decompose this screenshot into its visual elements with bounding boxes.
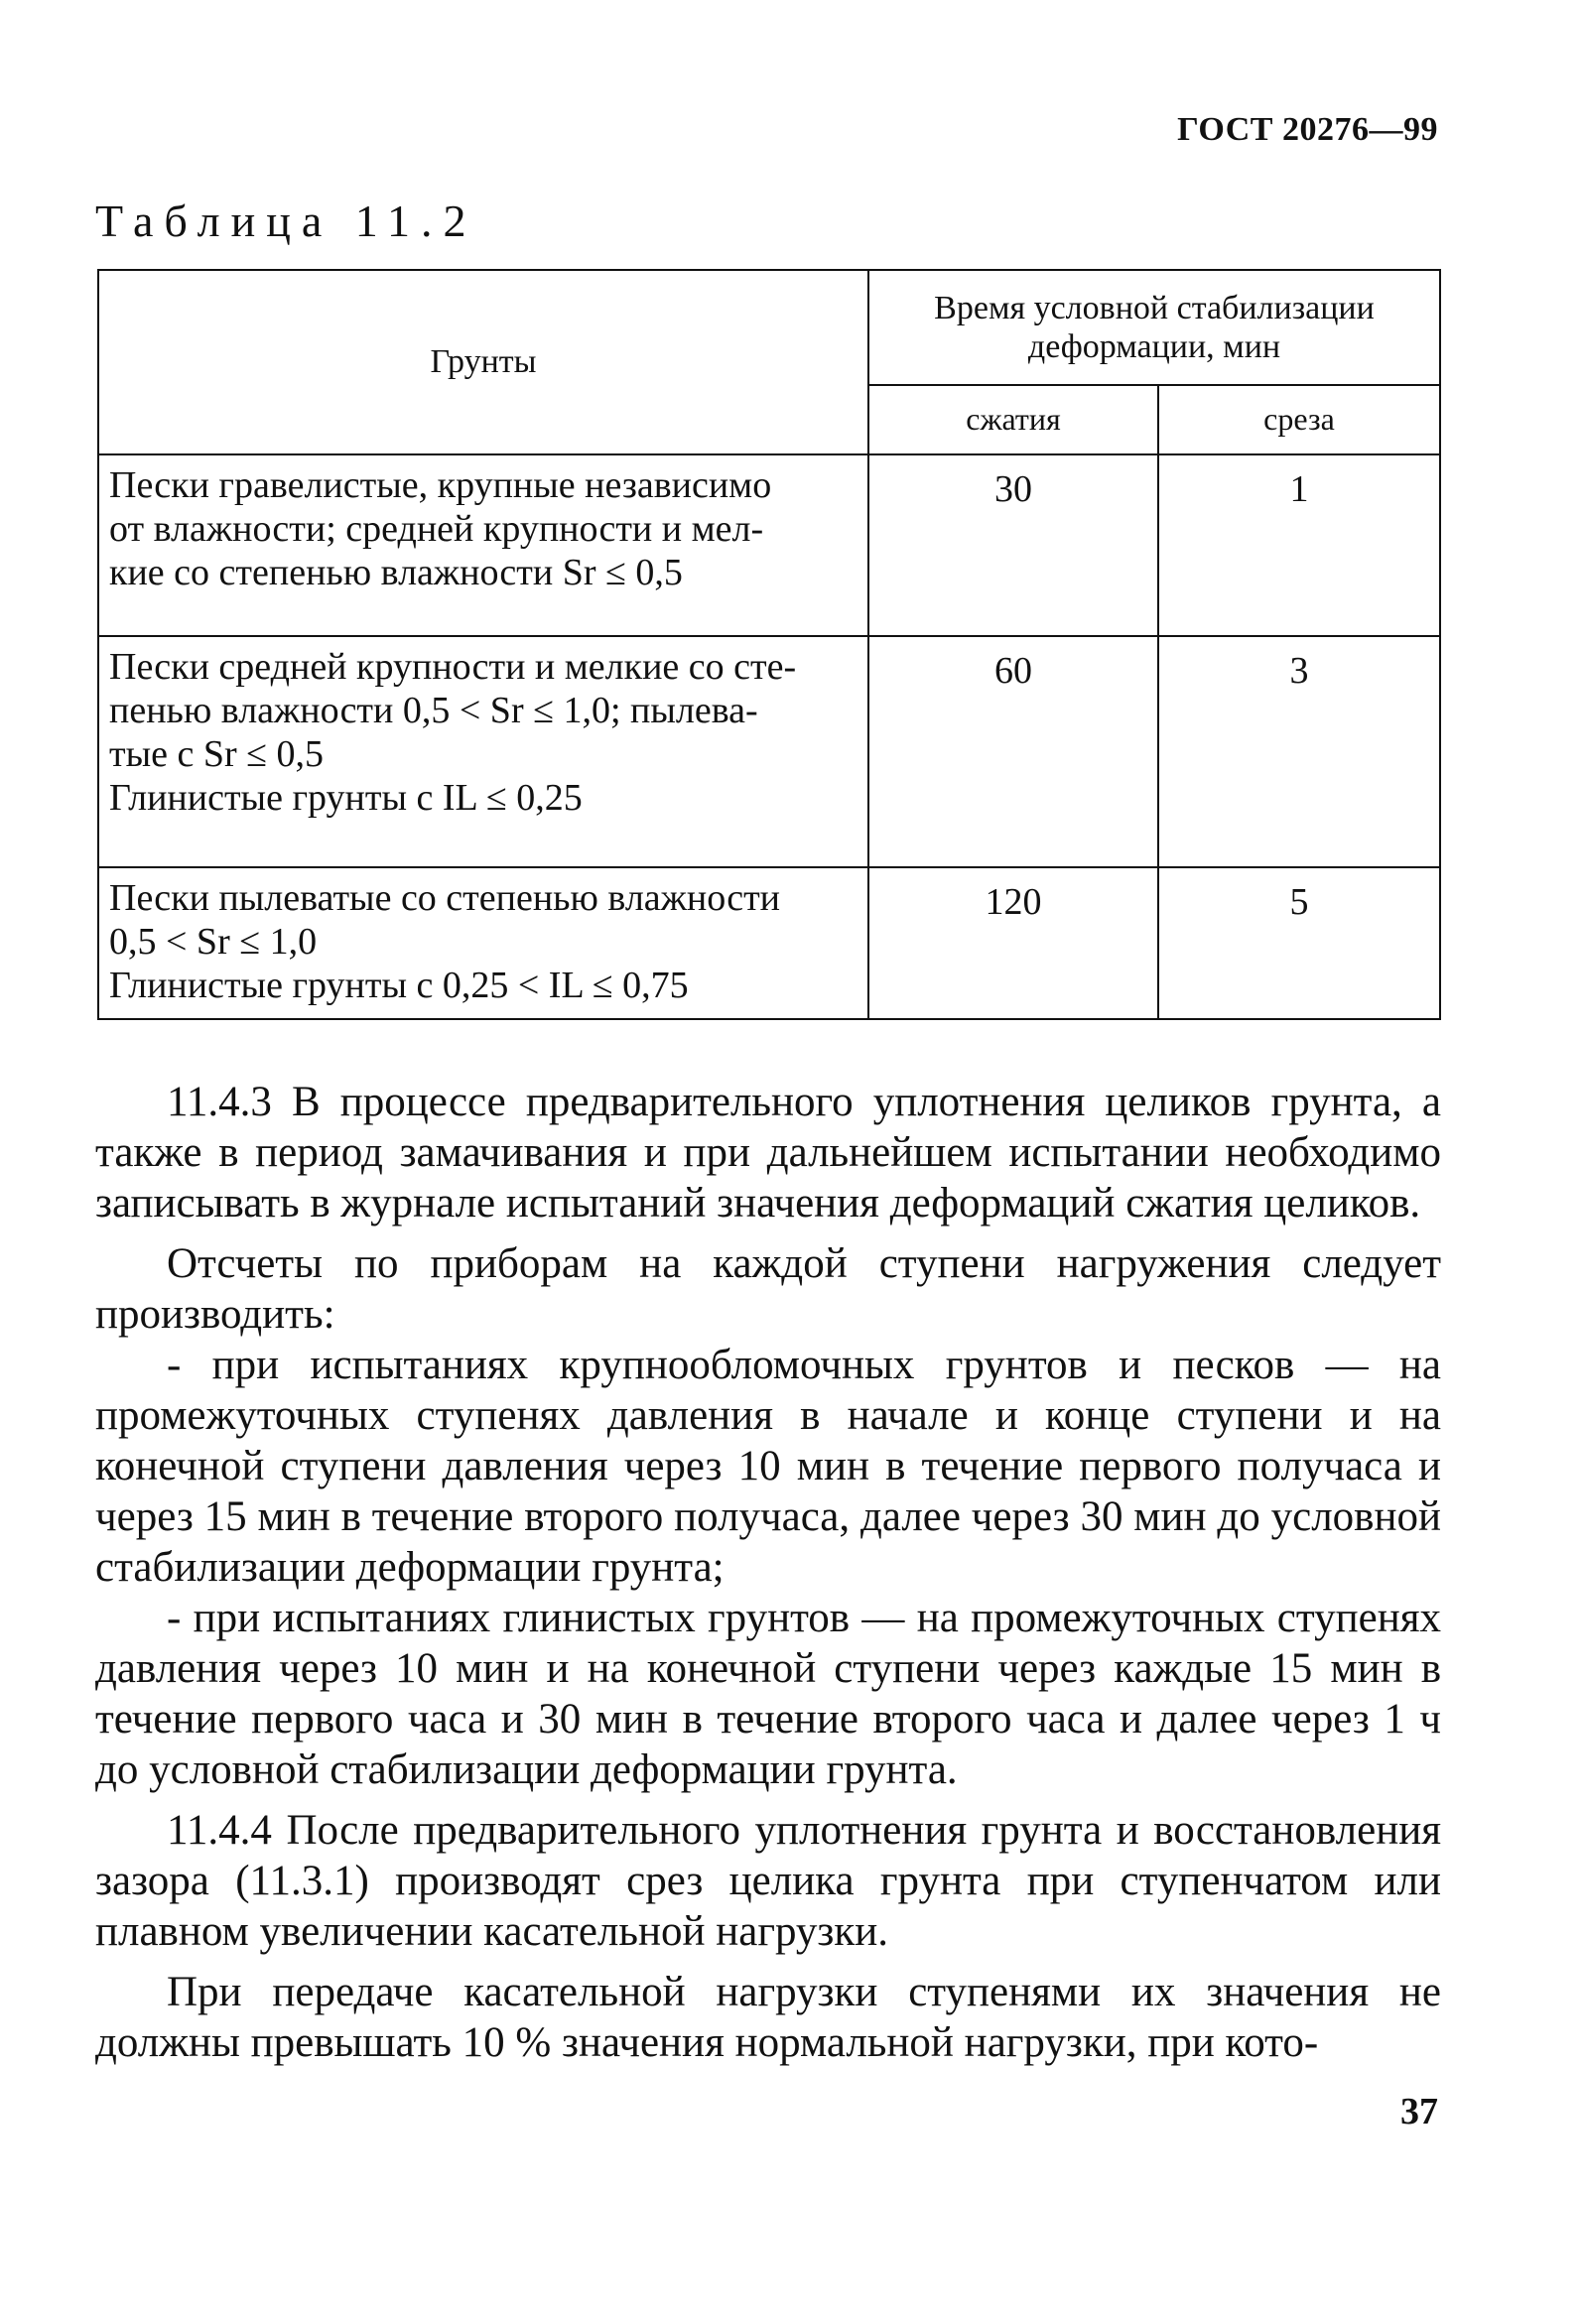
soil-description-line: Глинистые грунты с 0,25 < IL ≤ 0,75 bbox=[109, 965, 689, 1007]
soil-description-line: пенью влажности 0,5 < Sr ≤ 1,0; пылева- bbox=[109, 690, 758, 732]
soil-description-line: Пески гравелистые, крупные независимо bbox=[109, 464, 772, 506]
paragraph-11-4-4: 11.4.4 После предварительного уплотнения грунта и восстановления зазора (11.3.1) производят срез целика грунта при ступенчатом или плавном увеличении касательной нагрузки. bbox=[95, 1807, 1441, 1955]
paragraph-load-steps: При передаче касательной нагрузки ступенями их значения не должны превышать 10 % значения нормальной нагрузки, при кото- bbox=[95, 1969, 1441, 2066]
page-number: 37 bbox=[1400, 2091, 1438, 2132]
soil-description-line: тые с Sr ≤ 0,5 bbox=[109, 733, 325, 776]
table-header-row bbox=[98, 270, 1440, 385]
table-row bbox=[98, 636, 1440, 867]
soil-description-cell bbox=[98, 454, 868, 636]
soil-description-line: Пески пылеватые со степенью влажности bbox=[109, 877, 781, 919]
compression-time-cell: 60 bbox=[868, 636, 1158, 867]
soil-description-line: Пески средней крупности и мелкие со сте- bbox=[109, 646, 797, 688]
header-compression: сжатия bbox=[868, 385, 1158, 454]
soil-description-cell bbox=[98, 636, 868, 867]
shear-time-cell: 5 bbox=[1158, 867, 1440, 1019]
body-text bbox=[95, 1077, 1441, 2068]
paragraph-11-4-3: 11.4.3 В процессе предварительного уплотнения целиков грунта, а также в период замачивания и при дальнейшем испытании необходимо записывать в журнале испытаний значения деформаций сжатия целиков. bbox=[95, 1079, 1441, 1227]
header-shear: среза bbox=[1158, 385, 1440, 454]
soil-description-line: Глинистые грунты с IL ≤ 0,25 bbox=[109, 777, 583, 820]
table-row bbox=[98, 454, 1440, 636]
compression-time-cell: 120 bbox=[868, 867, 1158, 1019]
compression-time-cell: 30 bbox=[868, 454, 1158, 636]
shear-time-cell: 3 bbox=[1158, 636, 1440, 867]
header-soils: Грунты bbox=[98, 270, 868, 454]
shear-time-cell: 1 bbox=[1158, 454, 1440, 636]
paragraph-readings: Отсчеты по приборам на каждой ступени нагружения следует производить: bbox=[95, 1240, 1441, 1338]
stabilization-time-table bbox=[97, 269, 1441, 1020]
table-caption: Таблица 11.2 bbox=[95, 195, 477, 246]
header-stabilization-time: Время условной стабилизации деформации, мин bbox=[868, 270, 1440, 385]
soil-description-line: кие со степенью влажности Sr ≤ 0,5 bbox=[109, 552, 683, 594]
document-code: ГОСТ 20276—99 bbox=[1177, 111, 1438, 148]
soil-description-line: 0,5 < Sr ≤ 1,0 bbox=[109, 921, 318, 964]
list-item-coarse-soils: - при испытаниях крупнообломочных грунтов и песков — на промежуточных ступенях давления в начале и конце ступени и на конечной ступени давления через 10 мин в течение первого получаса и через 15 мин в течение второго получаса, далее через 30 мин до условной стабилизации деформации грунта; bbox=[95, 1342, 1441, 1591]
soil-description-line: от влажности; средней крупности и мел- bbox=[109, 508, 764, 551]
soil-description-cell bbox=[98, 867, 868, 1019]
table-row bbox=[98, 867, 1440, 1019]
list-item-clay-soils: - при испытаниях глинистых грунтов — на промежуточных ступенях давления через 10 мин и на конечной ступени через каждые 15 мин в течение первого часа и 30 мин в течение второго часа и далее через 1 ч до условной стабилизации деформации грунта. bbox=[95, 1595, 1441, 1793]
